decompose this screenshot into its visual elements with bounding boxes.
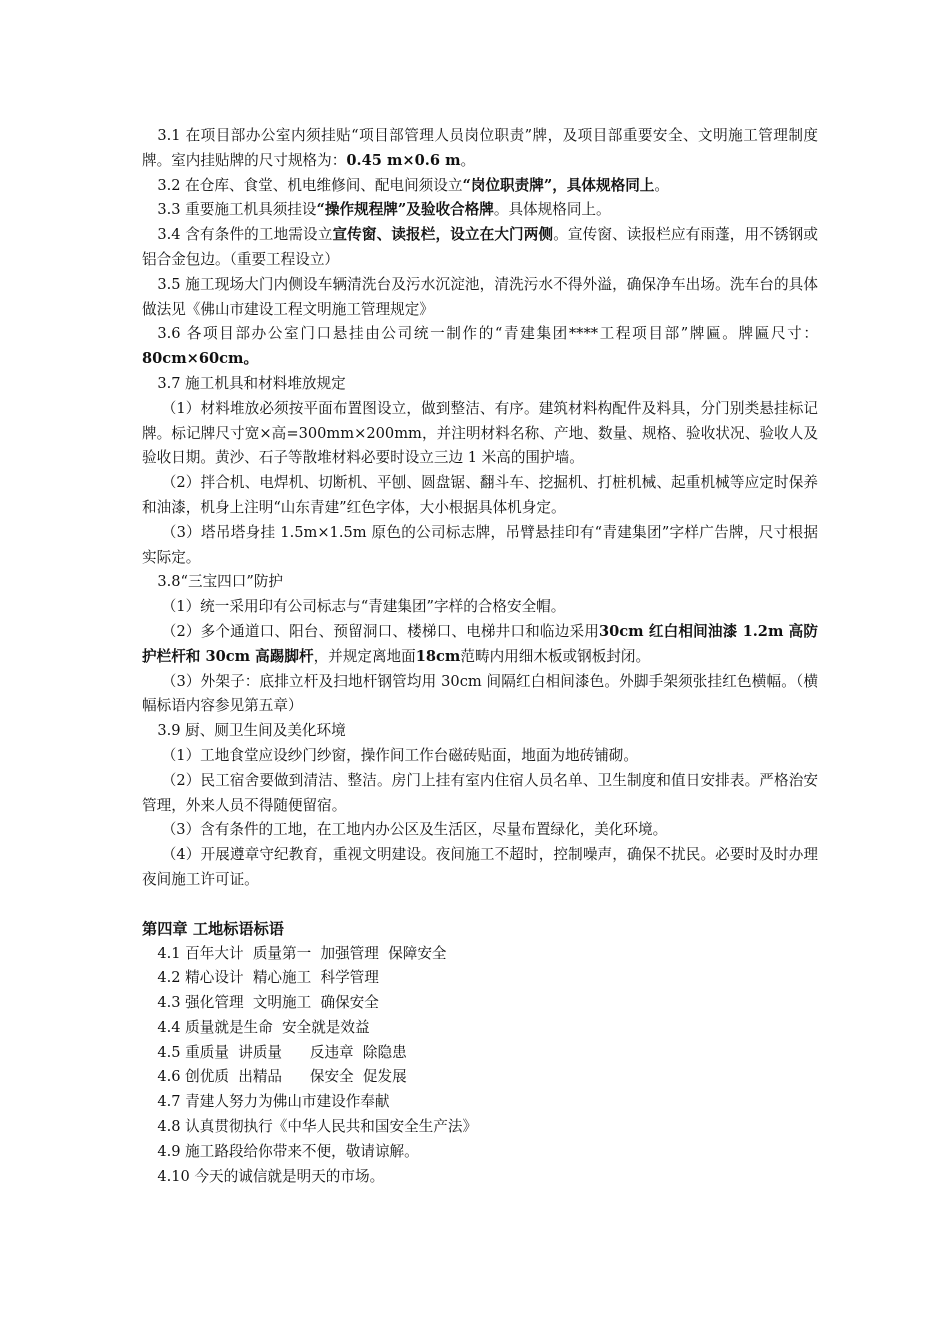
para-3-8-2-end: 范畴内用细木板或钢板封闭。 xyxy=(460,647,651,665)
slogan-4-1: 4.1 百年大计 质量第一 加强管理 保障安全 xyxy=(157,944,447,962)
para-3-4-text: 3.4 含有条件的工地需设立 xyxy=(157,226,333,244)
para-3-7-3: （3）塔吊塔身挂 1.5m×1.5m 原色的公司标志牌，吊臂悬挂印有“青建集团”字样广告牌，尺寸根据实际定。 xyxy=(142,523,818,566)
slogan-4-2: 4.2 精心设计 精心施工 科学管理 xyxy=(157,969,379,987)
para-3-9-3: （3）含有条件的工地，在工地内办公区及生活区，尽量布置绿化，美化环境。 xyxy=(161,821,668,839)
para-3-4 xyxy=(142,223,818,273)
para-3-8-2-bold: 30cm 红白相间油漆 1.2m 高防护栏杆和 30cm 高踢脚杆 xyxy=(142,622,818,665)
para-3-2-end: 。 xyxy=(654,176,669,194)
para-3-8-2 xyxy=(142,620,818,670)
para-3-1-text: 3.1 在项目部办公室内须挂贴“项目部管理人员岗位职责”牌，及项目部重要安全、文明施工管理制度牌。室内挂贴牌的尺寸规格为： xyxy=(142,127,818,169)
para-3-3 xyxy=(142,198,818,223)
slogan-4-7: 4.7 青建人努力为佛山市建设作奉献 xyxy=(157,1093,390,1111)
para-3-3-end: 。具体规格同上。 xyxy=(493,201,611,219)
chapter-4-title: 第四章 工地标语标语 xyxy=(142,919,284,938)
slogan-4-9: 4.9 施工路段给你带来不便，敬请谅解。 xyxy=(157,1142,419,1160)
para-3-4-end: 。宣传窗、读报栏应有雨蓬，用不锈钢或铝合金包边。（重要工程设立） xyxy=(142,226,818,268)
para-3-9-1: （1）工地食堂应设纱门纱窗，操作间工作台磁砖贴面，地面为地砖铺砌。 xyxy=(161,746,638,764)
para-3-8-2-height: 18cm xyxy=(415,647,461,665)
para-3-4-bold: 宣传窗、读报栏，设立在大门两侧 xyxy=(332,226,554,244)
para-3-2-text: 3.2 在仓库、食堂、机电维修间、配电间须设立 xyxy=(157,176,463,194)
para-3-7-1: （1）材料堆放必须按平面布置图设立，做到整洁、有序。建筑材料构配件及料具，分门别类悬挂标记牌。标记牌尺寸宽×高=300mm×200mm，并注明材料名称、产地、数量、规格、验收状况、验收人及验收日期。黄沙、石子等散堆材料必要时设立三边 1 米高的围护墙。 xyxy=(142,399,818,467)
slogan-4-4: 4.4 质量就是生命 安全就是效益 xyxy=(157,1018,370,1036)
para-3-1-size: 0.45 m×0.6 m xyxy=(346,151,461,169)
slogan-4-8: 4.8 认真贯彻执行《中华人民共和国安全生产法》 xyxy=(157,1118,478,1136)
para-3-9-title: 3.9 厨、厕卫生间及美化环境 xyxy=(157,722,346,740)
para-3-8-2-text: （2）多个通道口、阳台、预留洞口、楼梯口、电梯井口和临边采用 xyxy=(161,622,599,640)
para-3-2 xyxy=(142,174,818,199)
slogan-4-10: 4.10 今天的诚信就是明天的市场。 xyxy=(157,1167,385,1185)
spacer xyxy=(142,893,818,917)
para-3-6-text: 3.6 各项目部办公室门口悬挂由公司统一制作的“青建集团****工程项目部”牌匾。牌匾尺寸： xyxy=(157,325,818,343)
para-3-8-title: 3.8“三宝四口”防护 xyxy=(157,573,284,591)
para-3-3-bold: “操作规程牌”及验收合格牌 xyxy=(316,201,494,219)
para-3-6-size: 80cm×60cm。 xyxy=(142,350,259,368)
slogan-4-5: 4.5 重质量 讲质量 反违章 除隐患 xyxy=(157,1043,407,1061)
document-page xyxy=(142,124,818,1189)
para-3-8-2-mid: ，并规定离地面 xyxy=(313,647,416,665)
para-3-7-2: （2）拌合机、电焊机、切断机、平刨、圆盘锯、翻斗车、挖掘机、打桩机械、起重机械等应定时保养和油漆，机身上注明“山东青建”红色字体，大小根据具体机身定。 xyxy=(142,474,818,516)
para-3-6 xyxy=(142,322,818,372)
para-3-1-end: 。 xyxy=(460,151,476,169)
para-3-8-3: （3）外架子：底排立杆及扫地杆钢管均用 30cm 间隔红白相间漆色。外脚手架须张挂红色横幅。（横幅标语内容参见第五章） xyxy=(142,672,818,715)
para-3-1 xyxy=(142,124,818,174)
para-3-3-text: 3.3 重要施工机具须挂设 xyxy=(157,201,317,219)
para-3-2-bold: “岗位职责牌”，具体规格同上 xyxy=(462,176,655,194)
para-3-7-title: 3.7 施工机具和材料堆放规定 xyxy=(157,374,346,392)
para-3-9-4: （4）开展遵章守纪教育，重视文明建设。夜间施工不超时，控制噪声，确保不扰民。必要时及时办理夜间施工许可证。 xyxy=(142,846,818,888)
slogan-4-6: 4.6 创优质 出精品 保安全 促发展 xyxy=(157,1068,407,1086)
para-3-5: 3.5 施工现场大门内侧设车辆清洗台及污水沉淀池，清洗污水不得外溢，确保净车出场。洗车台的具体做法见《佛山市建设工程文明施工管理规定》 xyxy=(142,275,818,318)
para-3-9-2: （2）民工宿舍要做到清洁、整洁。房门上挂有室内住宿人员名单、卫生制度和值日安排表。严格治安管理，外来人员不得随便留宿。 xyxy=(142,771,818,814)
slogan-4-3: 4.3 强化管理 文明施工 确保安全 xyxy=(157,994,379,1012)
para-3-8-1: （1）统一采用印有公司标志与“青建集团”字样的合格安全帽。 xyxy=(161,598,566,616)
